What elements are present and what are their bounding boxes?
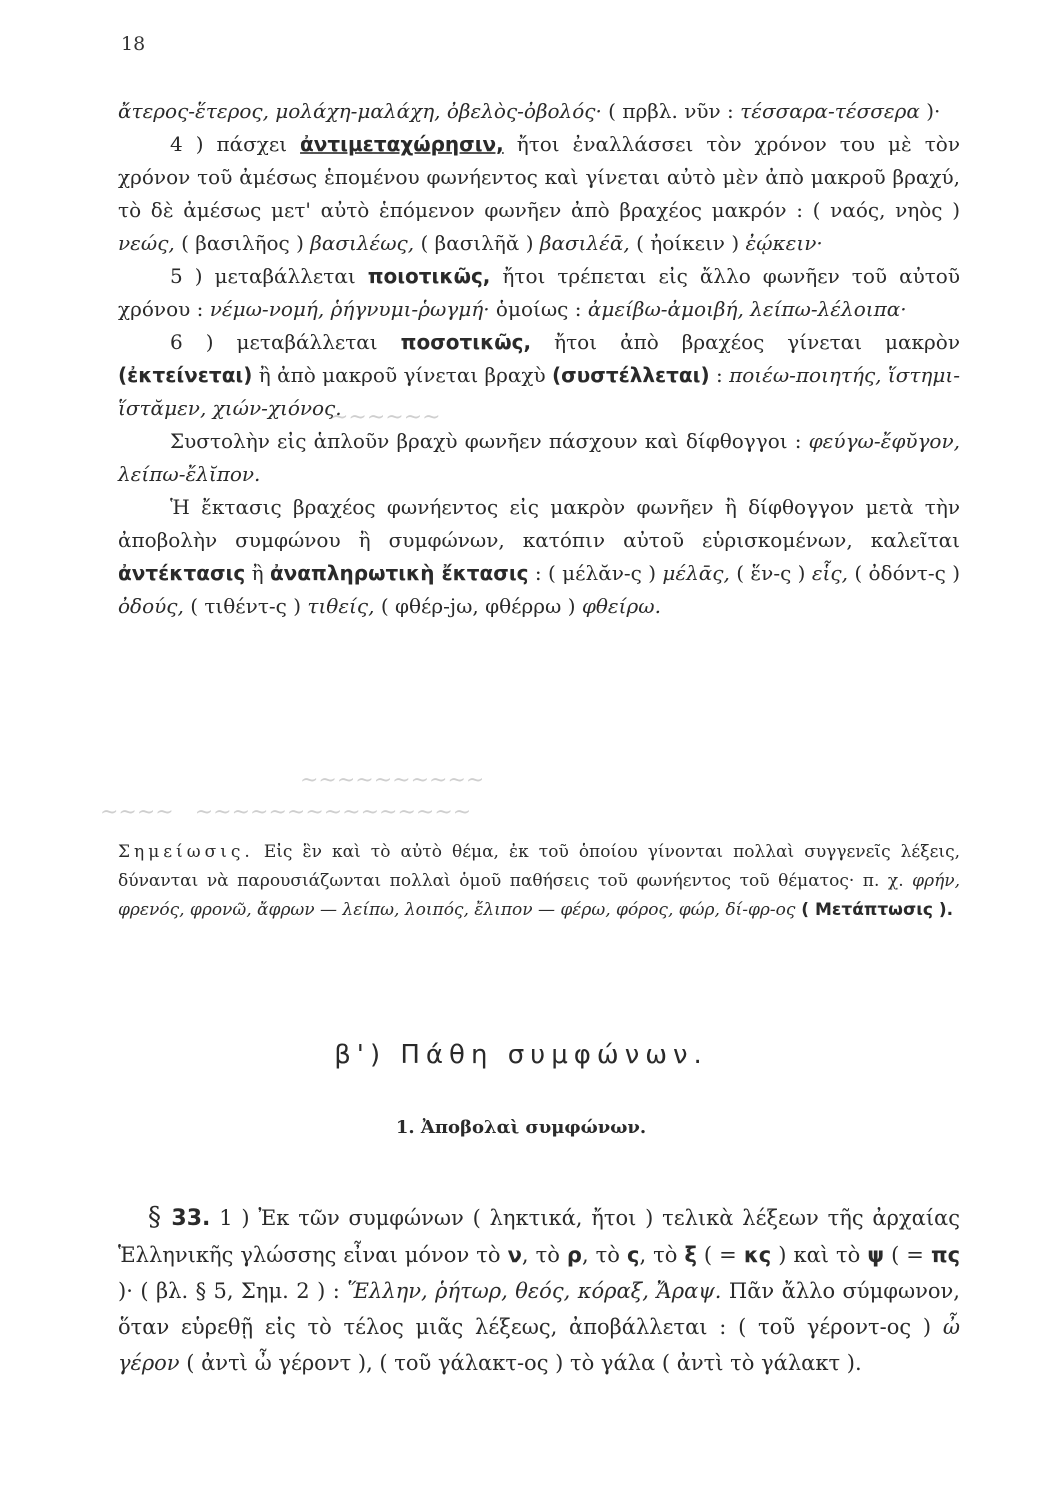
text-span: ( ἠοίκειν ) xyxy=(629,231,746,255)
text-span: ( ὀδόντ-ς ) xyxy=(847,561,960,585)
term-bold: ἀντέκτασις xyxy=(118,561,246,585)
letter-bold: ψ xyxy=(867,1243,885,1267)
text-span: : ( μέλᾰν-ς ) xyxy=(528,561,663,585)
text-span: ( βασιλῆᾰ ) xyxy=(414,231,540,255)
item-number: 5 ) μεταβάλλεται xyxy=(170,264,368,288)
subsection-title xyxy=(0,1117,1042,1138)
text-span: : xyxy=(709,363,730,387)
text-span: ) καὶ τὸ xyxy=(771,1243,868,1267)
text-span: Συστολὴν εἰς ἁπλοῦν βραχὺ φωνῆεν πάσχουν καὶ δίφθογγοι : xyxy=(170,429,809,453)
letter-bold: κς xyxy=(743,1243,772,1267)
example-words: ἄτερος-ἕτερος, μολάχη-μαλάχη, ὀβελὸς-ὀβολός· xyxy=(118,99,602,123)
paragraph-5 xyxy=(118,260,960,326)
term-bold: ἀναπληρωτικὴ ἔκτασις xyxy=(269,561,529,585)
section-mark: § xyxy=(148,1202,172,1232)
term-bold: ποιοτικῶς, xyxy=(367,264,491,288)
letter-bold: ρ xyxy=(566,1243,582,1267)
text-span: , τὸ xyxy=(521,1243,567,1267)
text-span: ἤτοι τρέπεται εἰς ἄλλο φωνῆεν τοῦ αὐτοῦ χρόνου : xyxy=(118,264,960,321)
note-block xyxy=(118,838,960,925)
pencil-annotation-mark: ~~~~~~ xyxy=(330,405,441,430)
example-words: εἷς, xyxy=(811,561,848,585)
section-number: 33. xyxy=(171,1206,211,1231)
text-span: Ἡ ἔκτασις βραχέος φωνήεντος εἰς μακρὸν φωνῆεν ἢ δίφθογγον μετὰ τὴν ἀποβολὴν συμφώνου ἢ συμφώνων, κατόπιν αὐτοῦ εὑρισκομένων, καλεῖται xyxy=(118,495,960,552)
example-words: νεώς, xyxy=(118,231,175,255)
text-span: Πᾶν ἄλλο σύμφωνον, ὅταν εὑρεθῇ εἰς τὸ τέλος μιᾶς λέξεως, ἀποβάλλεται : ( τοῦ γέροντ-ος ) xyxy=(118,1279,960,1339)
example-words: νέμω-νομή, ῥήγνυμι-ῥωγμή· xyxy=(209,297,490,321)
text-span: , τὸ xyxy=(639,1243,685,1267)
text-span: 1 ) Ἐκ τῶν συμφώνων ( ληκτικά, ἤτοι ) τελικὰ λέξεων τῆς ἀρχαίας Ἑλληνικῆς γλώσσης εἶναι μόνον τὸ xyxy=(118,1206,960,1267)
paragraph-33 xyxy=(118,1178,960,1402)
text-span: , τὸ xyxy=(581,1243,627,1267)
paragraph-4 xyxy=(118,128,960,260)
example-words: μέλᾱς, xyxy=(662,561,730,585)
subsection-label: Ἀποβολαὶ συμφώνων. xyxy=(420,1117,647,1138)
letter-bold: πς xyxy=(930,1243,961,1267)
pencil-annotation-mark: ~~~~ ~~~~~~~~~~~~~~~ xyxy=(100,800,472,825)
letter-bold: ν xyxy=(507,1243,522,1267)
text-span: ἤτοι ἐναλλάσσει τὸν χρόνον του μὲ τὸν χρόνον τοῦ ἀμέσως ἑπομένου φωνήεντος καὶ γίνεται αὐτὸ μὲν ἀπὸ μακροῦ βραχύ, τὸ δὲ ἀμέσως μετ' αὐτὸ ἑπόμενον φωνῆεν ἀπὸ βραχέος μακρόν : ( ναός, νηὸς ) xyxy=(118,132,960,222)
term-bold: ἀντιμεταχώρησιν, xyxy=(300,132,504,156)
paragraph-7 xyxy=(118,425,960,491)
page-number: 18 xyxy=(121,33,146,55)
term-bold: ποσοτικῶς, xyxy=(400,330,532,354)
section-title: β') Πάθη συμφώνων. xyxy=(334,1040,708,1070)
example-words: βασιλέως, xyxy=(310,231,415,255)
paragraph-8 xyxy=(118,491,960,623)
text-span: )· xyxy=(919,99,941,123)
item-number: 6 ) μεταβάλλεται xyxy=(170,330,401,354)
example-words: τιθείς, xyxy=(307,594,375,618)
letter-bold: ς xyxy=(626,1243,640,1267)
example-words: ποιέω-ποιητής, ἵστημι-ἵστᾰμεν, χιών-χιόνος. xyxy=(118,363,961,420)
letter-bold: ξ xyxy=(684,1243,697,1267)
example-words: φεύγω-ἔφῠγον, λείπω-ἔλῐπον. xyxy=(118,429,960,486)
text-span: ( πρβλ. νῦν : xyxy=(601,99,741,123)
paragraph-6 xyxy=(118,326,960,425)
text-span: )· ( βλ. § 5, Σημ. 2 ) : xyxy=(118,1279,348,1303)
term-bold: (ἐκτείνεται) xyxy=(118,363,253,387)
term-bold: (συστέλλεται) xyxy=(552,363,710,387)
item-number: 4 ) πάσχει xyxy=(170,132,301,156)
text-span: ἤτοι ἀπὸ βραχέος γίνεται μακρὸν xyxy=(531,330,960,354)
subsection-number: 1. xyxy=(395,1117,421,1138)
paragraph-33-body xyxy=(118,1199,960,1381)
example-words: ὦ γέρον xyxy=(118,1315,960,1375)
example-words: ἀμείβω-ἀμοιβή, λείπω-λέλοιπα· xyxy=(587,297,907,321)
text-span: ὁμοίως : xyxy=(489,297,588,321)
text-span: ( φθέρ-jω, φθέρρω ) xyxy=(374,594,582,618)
example-words: Ἕλλην, ῥήτωρ, θεός, κόραξ, Ἄραψ. xyxy=(347,1279,722,1303)
note-text: Εἰς ἓν καὶ τὸ αὐτὸ θέμα, ἐκ τοῦ ὁποίου γίνονται πολλαὶ συγγενεῖς λέξεις, δύνανται νὰ παρουσιάζωνται πολλαὶ ὁμοῦ παθήσεις τοῦ φωνήεντος τοῦ θέματος· π. χ. xyxy=(118,842,960,891)
example-words: τέσσαρα-τέσσερα xyxy=(740,99,920,123)
text-span: ( = xyxy=(696,1243,744,1267)
note-label: Σημείωσις. xyxy=(118,842,254,862)
note-examples: φρήν, φρενός, φρονῶ, ἄφρων — λείπω, λοιπός, ἔλιπον — φέρω, φόρος, φώρ, δί-φρ-ος xyxy=(118,871,960,920)
example-words: ἐῴκειν· xyxy=(745,231,823,255)
example-words: φθείρω. xyxy=(581,594,661,618)
example-words: ὀδούς, xyxy=(118,594,184,618)
text-span: ( τιθέντ-ς ) xyxy=(183,594,308,618)
example-words: βασιλέᾱ, xyxy=(539,231,630,255)
text-span: ( ἕν-ς ) xyxy=(729,561,812,585)
text-span: ἢ ἀπὸ μακροῦ γίνεται βραχὺ xyxy=(252,363,553,387)
text-span: ἢ xyxy=(245,561,270,585)
paragraph-continuation xyxy=(118,95,960,128)
pencil-annotation-mark: ~~~~~~~~~~ xyxy=(300,768,485,793)
text-span: ( βασιλῆος ) xyxy=(174,231,311,255)
note-term: ( Μετάπτωσις ). xyxy=(795,900,954,920)
text-span: ( = xyxy=(884,1243,931,1267)
text-span: ( ἀντὶ ὦ γέροντ ), ( τοῦ γάλακτ-ος ) τὸ γάλα ( ἀντὶ τὸ γάλακτ ). xyxy=(179,1351,862,1375)
main-text xyxy=(118,95,960,623)
